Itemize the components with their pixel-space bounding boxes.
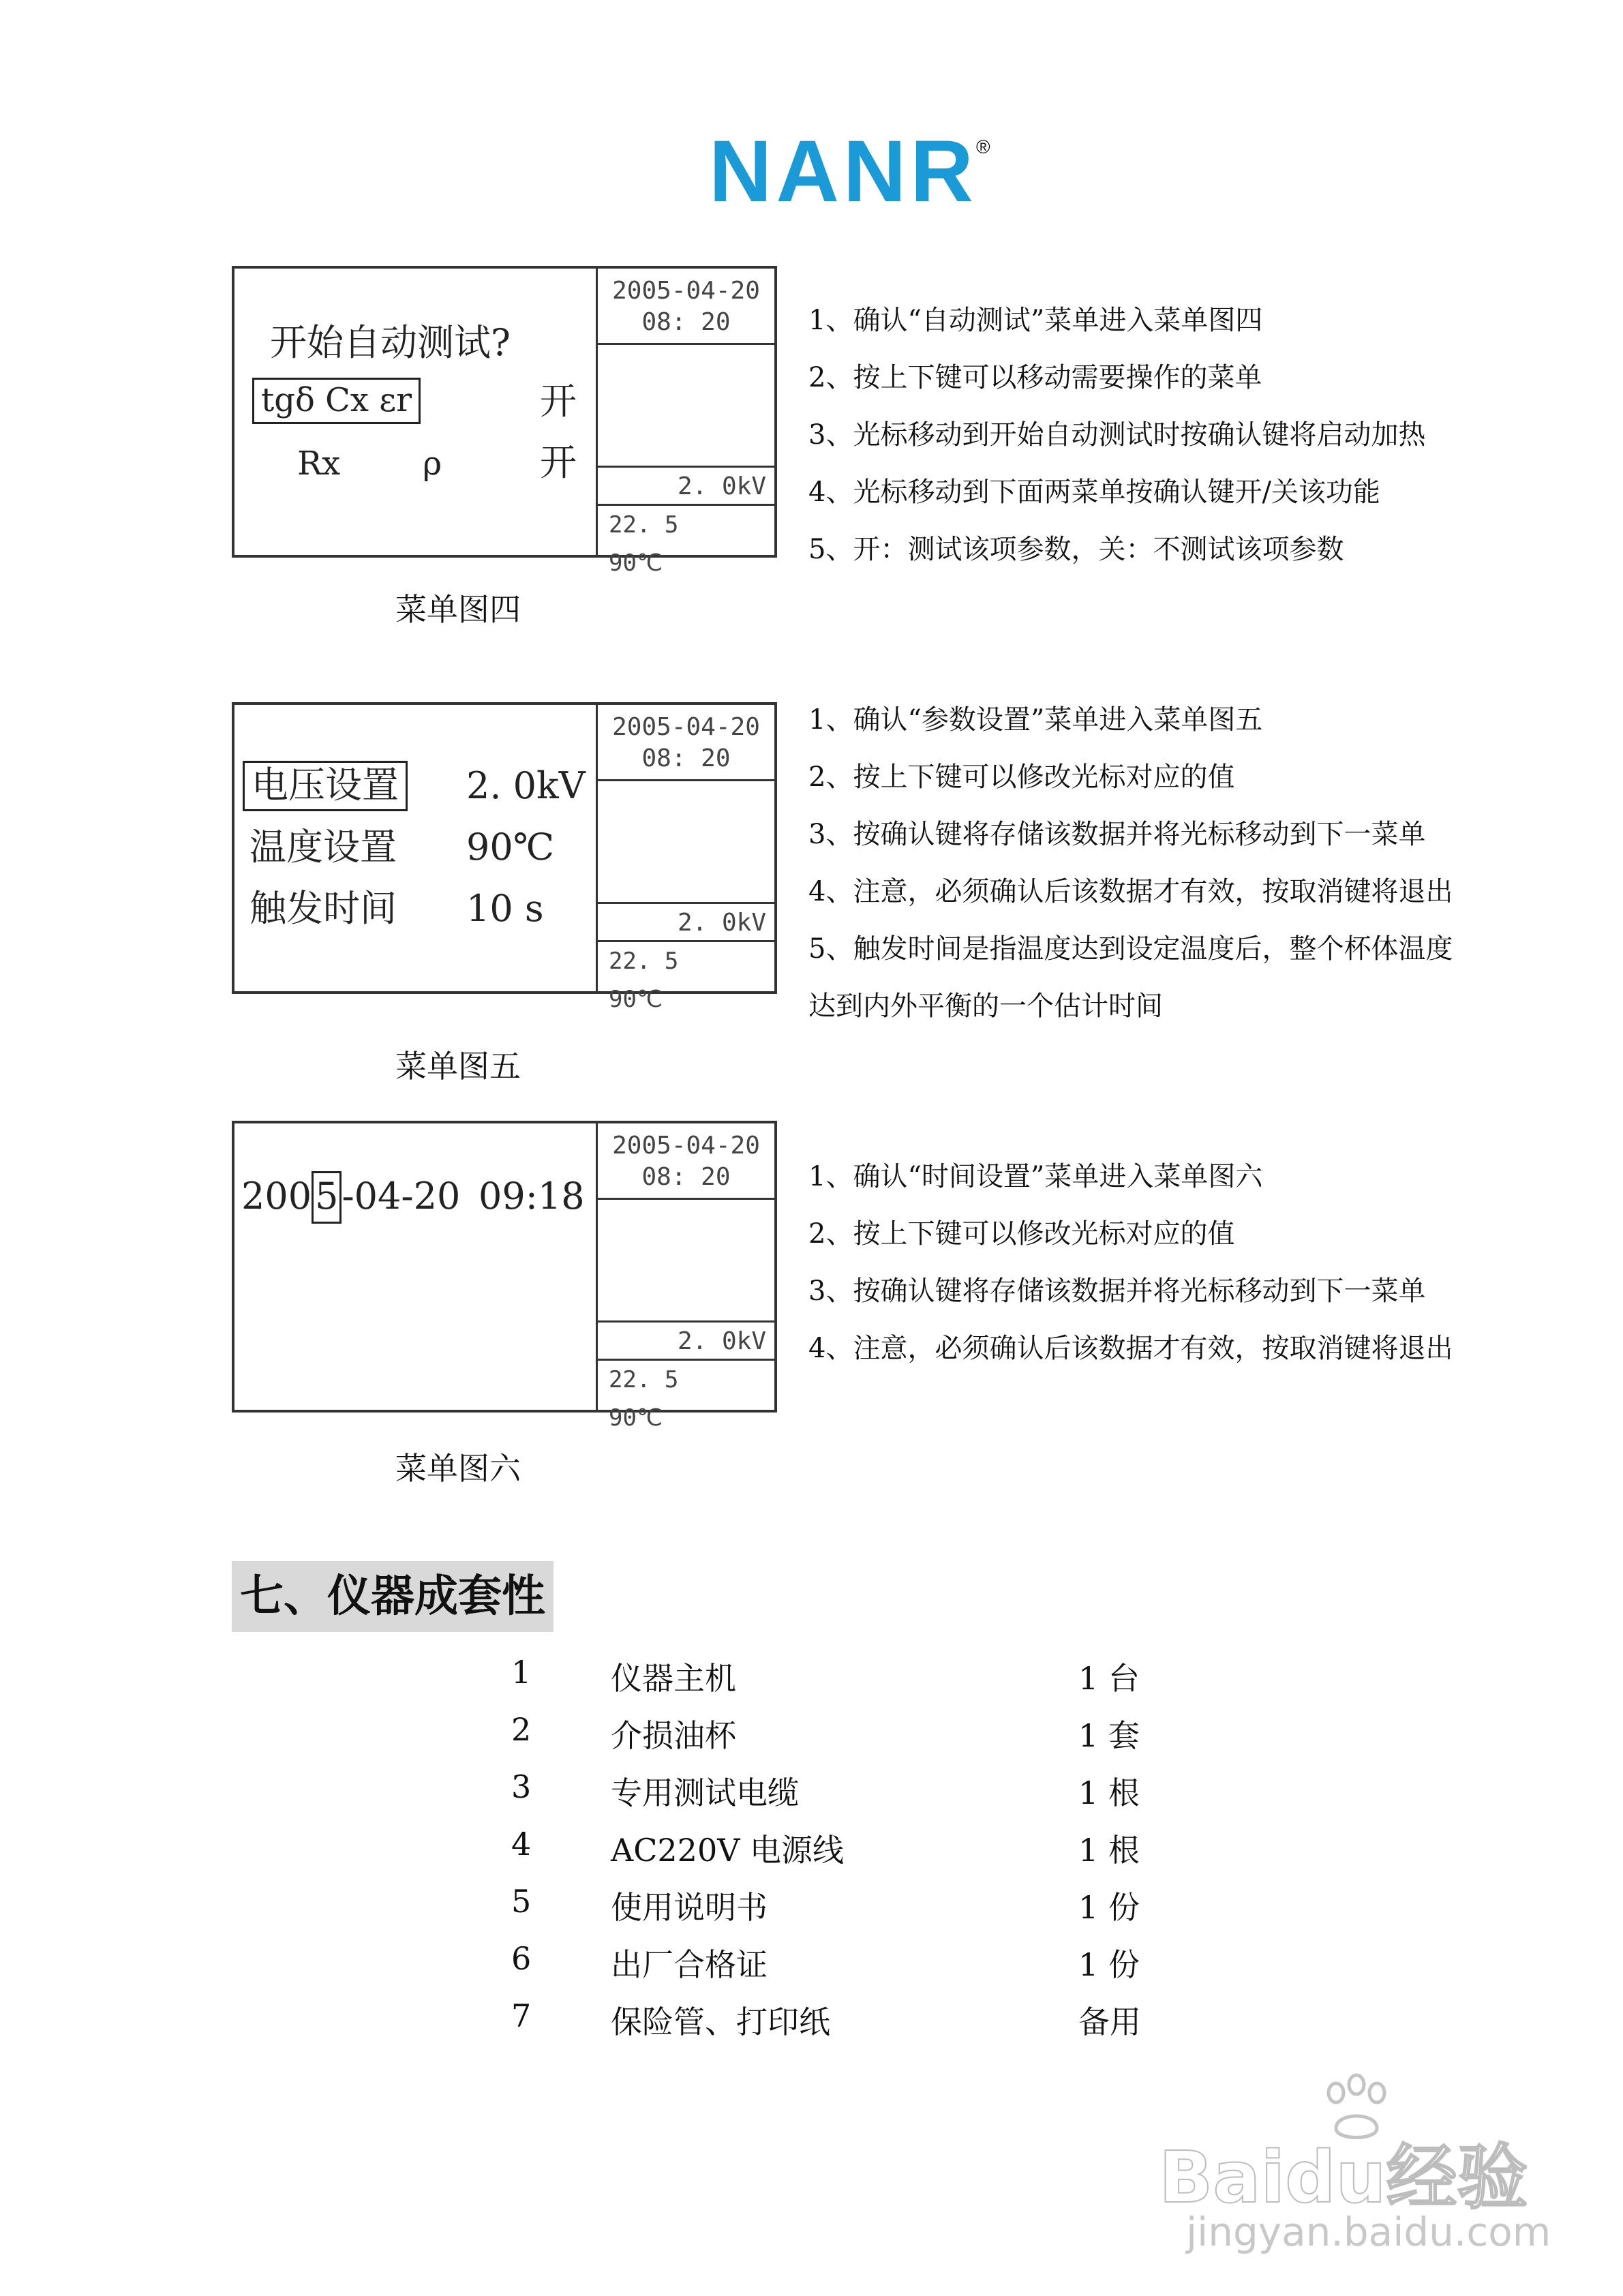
lcd-time: 08: 20 (641, 308, 731, 336)
lcd-menu4-row2-rx: Rx (297, 444, 341, 483)
item-number: 6 (511, 1940, 532, 1977)
lcd-menu6 (232, 1121, 777, 1432)
note-line: 5、开：测试该项参数，关：不测试该项参数 (808, 534, 1344, 565)
lcd-menu6-status-panel (596, 1123, 774, 1432)
lcd-date: 2005-04-20 (612, 1132, 760, 1160)
lcd-menu4-row1-state: 开 (540, 380, 577, 423)
lcd-date-cell (598, 705, 774, 781)
lcd-menu5-status-panel (596, 705, 774, 1013)
date-cursor: 5 (312, 1171, 342, 1224)
note-line: 1、确认“时间设置”菜单进入菜单图六 (808, 1161, 1263, 1192)
note-line: 2、按上下键可以修改光标对应的值 (808, 761, 1235, 793)
list-item (0, 1940, 1623, 1997)
lcd-menu6-datetime (241, 1175, 461, 1218)
item-quantity: 1 根 (1078, 1832, 1140, 1869)
note-line: 2、按上下键可以移动需要操作的菜单 (808, 362, 1262, 393)
lcd-voltage: 2. 0kV (598, 468, 774, 506)
list-item (0, 1826, 1623, 1883)
note-line: 1、确认“自动测试”菜单进入菜单图四 (808, 305, 1263, 336)
item-name: 介损油杯 (611, 1717, 736, 1754)
lcd-temp-cell (598, 942, 774, 1013)
lcd-temp-cell (598, 1361, 774, 1432)
lcd-menu4-main (234, 269, 596, 555)
lcd-menu4-row2-state: 开 (540, 441, 577, 484)
note-line: 3、按确认键将存储该数据并将光标移动到下一菜单 (808, 1275, 1426, 1307)
item-quantity: 1 份 (1078, 1889, 1140, 1926)
item-name: 保险管、打印纸 (611, 2004, 830, 2040)
item-number: 4 (511, 1826, 532, 1862)
lcd-graph-area (598, 345, 774, 468)
note-line: 5、触发时间是指温度达到设定温度后，整个杯体温度 (808, 933, 1453, 965)
lcd-temp-a: 22. 5 (609, 511, 679, 539)
lcd-menu5-main (234, 705, 596, 991)
lcd-menu4-row2-rho: ρ (423, 444, 442, 483)
lcd-menu4-row1-label: tgδ Cx εr (252, 378, 421, 424)
lcd-date-cell (598, 1123, 774, 1200)
notes-menu4 (808, 292, 1572, 578)
item-number: 7 (511, 1997, 532, 2034)
lcd-time: 08: 20 (641, 1163, 731, 1191)
note-line: 2、按上下键可以修改光标对应的值 (808, 1218, 1235, 1250)
list-item (0, 1711, 1623, 1768)
item-number: 1 (511, 1654, 532, 1691)
lcd-temp-a: 22. 5 (609, 948, 679, 975)
lcd-menu6-main (234, 1123, 596, 1410)
lcd-menu5-row3-label: 触发时间 (249, 887, 397, 930)
brand-name: NANR (709, 123, 977, 220)
lcd-menu6-time: 09:18 (479, 1175, 585, 1218)
date-prefix: 200 (241, 1175, 312, 1218)
section-heading: 七、仪器成套性 (232, 1561, 553, 1632)
watermark-title: Baidu经验 (1159, 2136, 1528, 2219)
item-quantity: 1 份 (1078, 1946, 1140, 1983)
lcd-temp-b: 90℃ (609, 986, 663, 1013)
lcd-menu5-row3-value: 10 s (466, 887, 544, 930)
item-name: 专用测试电缆 (611, 1774, 799, 1811)
note-line: 3、光标移动到开始自动测试时按确认键将启动加热 (808, 419, 1426, 451)
note-line: 1、确认“参数设置”菜单进入菜单图五 (808, 704, 1263, 736)
lcd-menu5 (232, 702, 777, 1013)
lcd-graph-area (598, 1200, 774, 1323)
lcd-temp-b: 90℃ (609, 1404, 663, 1432)
lcd-temp-a: 22. 5 (609, 1366, 679, 1393)
item-name: AC220V 电源线 (611, 1832, 845, 1869)
lcd-voltage: 2. 0kV (598, 1323, 774, 1361)
date-suffix: -04-20 (342, 1175, 461, 1218)
item-number: 5 (511, 1883, 532, 1920)
notes-menu5 (808, 691, 1572, 1035)
lcd-date: 2005-04-20 (612, 277, 760, 305)
lcd-menu4-status-panel (596, 269, 774, 577)
notes-menu6 (808, 1148, 1572, 1377)
lcd-temp-b: 90℃ (609, 549, 663, 577)
caption-menu6: 菜单图六 (395, 1450, 521, 1487)
note-line: 4、光标移动到下面两菜单按确认键开/关该功能 (808, 477, 1380, 508)
lcd-voltage: 2. 0kV (598, 904, 774, 942)
lcd-time: 08: 20 (641, 744, 731, 772)
item-quantity: 1 根 (1078, 1774, 1140, 1811)
lcd-date: 2005-04-20 (612, 713, 760, 741)
item-quantity: 备用 (1078, 2004, 1141, 2040)
item-name: 出厂合格证 (611, 1946, 768, 1983)
lcd-date-cell (598, 269, 774, 345)
lcd-menu5-row1-label: 电压设置 (243, 761, 408, 811)
note-line: 4、注意，必须确认后该数据才有效，按取消键将退出 (808, 876, 1453, 907)
registered-mark: ® (976, 136, 990, 157)
lcd-menu4 (232, 266, 777, 577)
note-line: 3、按确认键将存储该数据并将光标移动到下一菜单 (808, 819, 1426, 850)
item-name: 使用说明书 (611, 1889, 768, 1926)
list-item (0, 1768, 1623, 1826)
list-item (0, 1997, 1623, 2055)
list-item (0, 1883, 1623, 1940)
brand-logo (709, 123, 990, 220)
note-line: 4、注意，必须确认后该数据才有效，按取消键将退出 (808, 1333, 1453, 1364)
item-number: 3 (511, 1768, 532, 1805)
item-number: 2 (511, 1711, 532, 1748)
item-quantity: 1 套 (1078, 1717, 1140, 1754)
item-name: 仪器主机 (611, 1660, 736, 1697)
caption-menu4: 菜单图四 (395, 591, 521, 628)
lcd-graph-area (598, 781, 774, 904)
lcd-temp-cell (598, 506, 774, 577)
caption-menu5: 菜单图五 (395, 1048, 521, 1085)
lcd-menu4-title: 开始自动测试? (270, 321, 511, 364)
item-quantity: 1 台 (1078, 1660, 1140, 1697)
lcd-menu5-row2-label: 温度设置 (249, 826, 397, 868)
lcd-menu5-row1-value: 2. 0kV (466, 764, 586, 807)
watermark-url: jingyan.baidu.com (1186, 2209, 1551, 2255)
list-item (0, 1654, 1623, 1711)
lcd-menu5-row2-value: 90℃ (466, 826, 555, 868)
note-line: 达到内外平衡的一个估计时间 (808, 991, 1163, 1022)
